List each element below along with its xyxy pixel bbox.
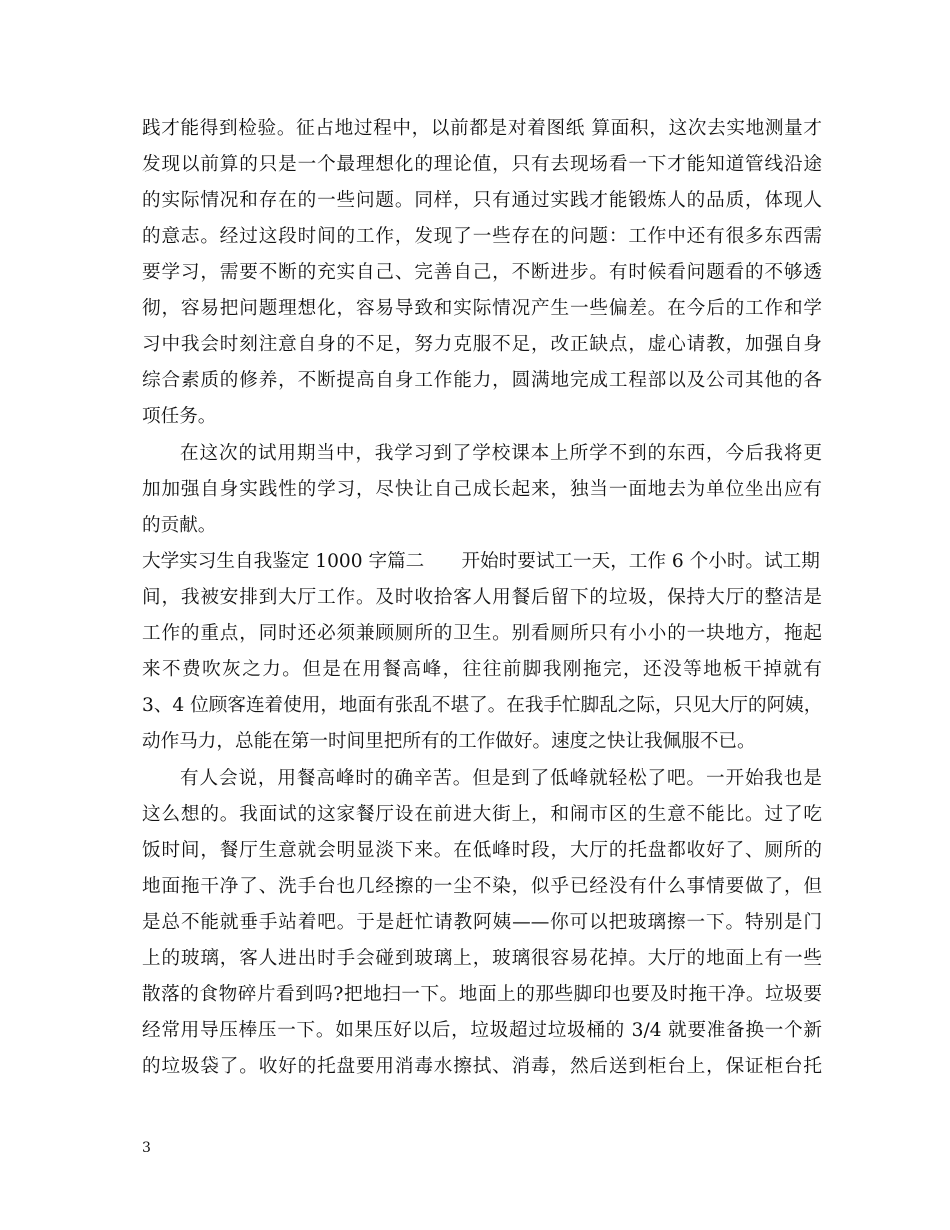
- text-line: 的贡献。: [142, 515, 217, 536]
- text-line: 综合素质的修养，不断提高自身工作能力，圆满地完成工程部以及公司其他的各: [142, 370, 822, 391]
- text-line: 的垃圾袋了。收好的托盘要用消毒水擦拭、消毒，然后送到柜台上，保证柜台托: [142, 1056, 822, 1077]
- text-line: 来不费吹灰之力。但是在用餐高峰，往往前脚我刚拖完，还没等地板干掉就有: [142, 659, 822, 680]
- text-line: 发现以前算的只是一个最理想化的理论值，只有去现场看一下才能知道管线沿途: [142, 154, 822, 175]
- text-line: 动作马力，总能在第一时间里把所有的工作做好。速度之快让我佩服不已。: [142, 731, 756, 752]
- text-line: 是总不能就垂手站着吧。于是赶忙请教阿姨——你可以把玻璃擦一下。特别是门: [142, 912, 822, 933]
- text-line: 彻，容易把问题理想化，容易导致和实际情况产生一些偏差。在今后的工作和学: [142, 298, 822, 319]
- text-line: 地面拖干净了、洗手台也几经擦的一尘不染，似乎已经没有什么事情要做了，但: [142, 876, 822, 897]
- text-line: 上的玻璃，客人进出时手会碰到玻璃上，玻璃很容易花掉。大厅的地面上有一些: [142, 948, 822, 969]
- text-line: 经常用导压棒压一下。如果压好以后，垃圾超过垃圾桶的 3/4 就要准备换一个新: [142, 1020, 822, 1041]
- text-line: 践才能得到检验。征占地过程中，以前都是对着图纸 算面积，这次去实地测量才: [142, 118, 822, 139]
- text-line: 散落的食物碎片看到吗?把地扫一下。地面上的那些脚印也要及时拖干净。垃圾要: [142, 984, 822, 1005]
- text-line: 加加强自身实践性的学习，尽快让自己成长起来，独当一面地去为单位坐出应有: [142, 479, 822, 500]
- text-line: 要学习，需要不断的充实自己、完善自己，不断进步。有时候看问题看的不够透: [142, 262, 822, 283]
- text-line: 饭时间，餐厅生意就会明显淡下来。在低峰时段，大厅的托盘都收好了、厕所的: [142, 840, 822, 861]
- text-line: 工作的重点，同时还必须兼顾厕所的卫生。别看厕所只有小小的一块地方，拖起: [142, 623, 822, 644]
- text-line: 的意志。经过这段时间的工作，发现了一些存在的问题：工作中还有很多东西需: [142, 226, 822, 247]
- text-line: 这么想的。我面试的这家餐厅设在前进大街上，和闹市区的生意不能比。过了吃: [142, 804, 822, 825]
- text-line: 3、4 位顾客连着使用，地面有张乱不堪了。在我手忙脚乱之际，只见大厅的阿姨，: [142, 695, 823, 716]
- page-number: 3: [142, 1140, 151, 1156]
- paragraph-first-line: 在这次的试用期当中，我学习到了学校课本上所学不到的东西，今后我将更: [180, 443, 822, 464]
- text-line: 项任务。: [142, 406, 217, 427]
- text-line: 的实际情况和存在的一些问题。同样，只有通过实践才能锻炼人的品质，体现人: [142, 190, 822, 211]
- text-line: 间，我被安排到大厅工作。及时收拾客人用餐后留下的垃圾，保持大厅的整洁是: [142, 587, 822, 608]
- paragraph-first-line: 有人会说，用餐高峰时的确辛苦。但是到了低峰就轻松了吧。一开始我也是: [180, 768, 822, 789]
- section-heading-line: 大学实习生自我鉴定 1000 字篇二 开始时要试工一天，工作 6 个小时。试工期: [142, 551, 820, 572]
- text-line: 习中我会时刻注意自身的不足，努力克服不足，改正缺点，虚心请教，加强自身: [142, 334, 822, 355]
